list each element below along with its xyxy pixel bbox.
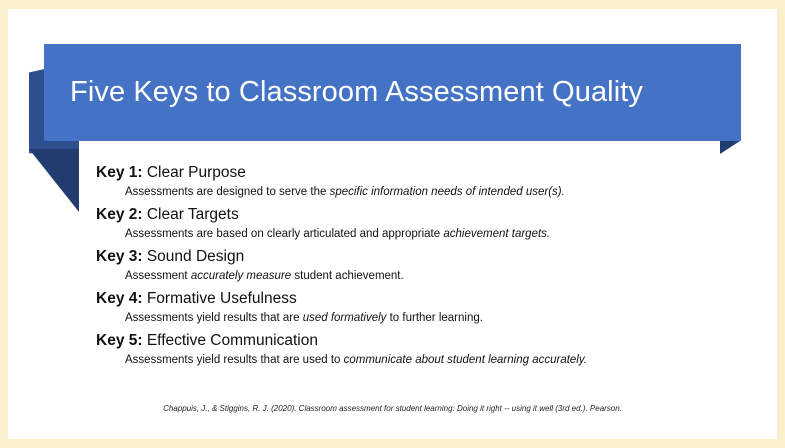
desc-text: Assessments are based on clearly articulated and appropriate — [125, 228, 444, 240]
desc-text: Assessments yield results that are — [125, 312, 303, 324]
desc-emphasis: communicate about student learning accurately. — [343, 354, 587, 366]
key-label: Key 5: — [96, 332, 143, 349]
key-name: Formative Usefulness — [142, 290, 297, 307]
key-name: Effective Communication — [142, 332, 318, 349]
citation: Chappuis, J., & Stiggins, R. J. (2020). Classroom assessment for student learning: Doing it right -- using it well (3rd ed.). Pearson. — [163, 404, 622, 413]
key-item — [96, 247, 766, 286]
key-description — [96, 225, 766, 244]
key-item — [96, 331, 766, 370]
slide-title: Five Keys to Classroom Assessment Quality — [70, 76, 644, 108]
key-label: Key 4: — [96, 290, 143, 307]
key-description — [96, 309, 766, 328]
slide — [8, 9, 777, 439]
key-description — [96, 183, 766, 202]
desc-text: Assessments yield results that are used to — [125, 354, 344, 366]
key-name: Sound Design — [142, 248, 245, 265]
key-name: Clear Targets — [142, 206, 239, 223]
key-heading — [96, 289, 766, 309]
key-item — [96, 163, 766, 202]
key-label: Key 1: — [96, 164, 143, 181]
desc-text: student achievement. — [291, 270, 404, 282]
key-name: Clear Purpose — [142, 164, 246, 181]
banner-fold — [720, 141, 740, 154]
title-banner — [44, 44, 741, 141]
key-heading — [96, 247, 766, 267]
key-heading — [96, 205, 766, 225]
key-heading — [96, 331, 766, 351]
key-label: Key 2: — [96, 206, 143, 223]
desc-emphasis: specific information needs of intended user(s). — [329, 186, 565, 198]
desc-emphasis: achievement targets. — [443, 228, 551, 240]
desc-text: to further learning. — [386, 312, 483, 324]
desc-text: Assessment — [125, 270, 191, 282]
desc-emphasis: accurately measure — [190, 270, 292, 282]
desc-emphasis: used formatively — [302, 312, 387, 324]
key-description — [96, 351, 766, 370]
key-item — [96, 289, 766, 328]
key-label: Key 3: — [96, 248, 143, 265]
ribbon-shadow — [29, 149, 79, 212]
key-heading — [96, 163, 766, 183]
desc-text: Assessments are designed to serve the — [125, 186, 330, 198]
key-description — [96, 267, 766, 286]
keys-list — [96, 163, 766, 373]
key-item — [96, 205, 766, 244]
